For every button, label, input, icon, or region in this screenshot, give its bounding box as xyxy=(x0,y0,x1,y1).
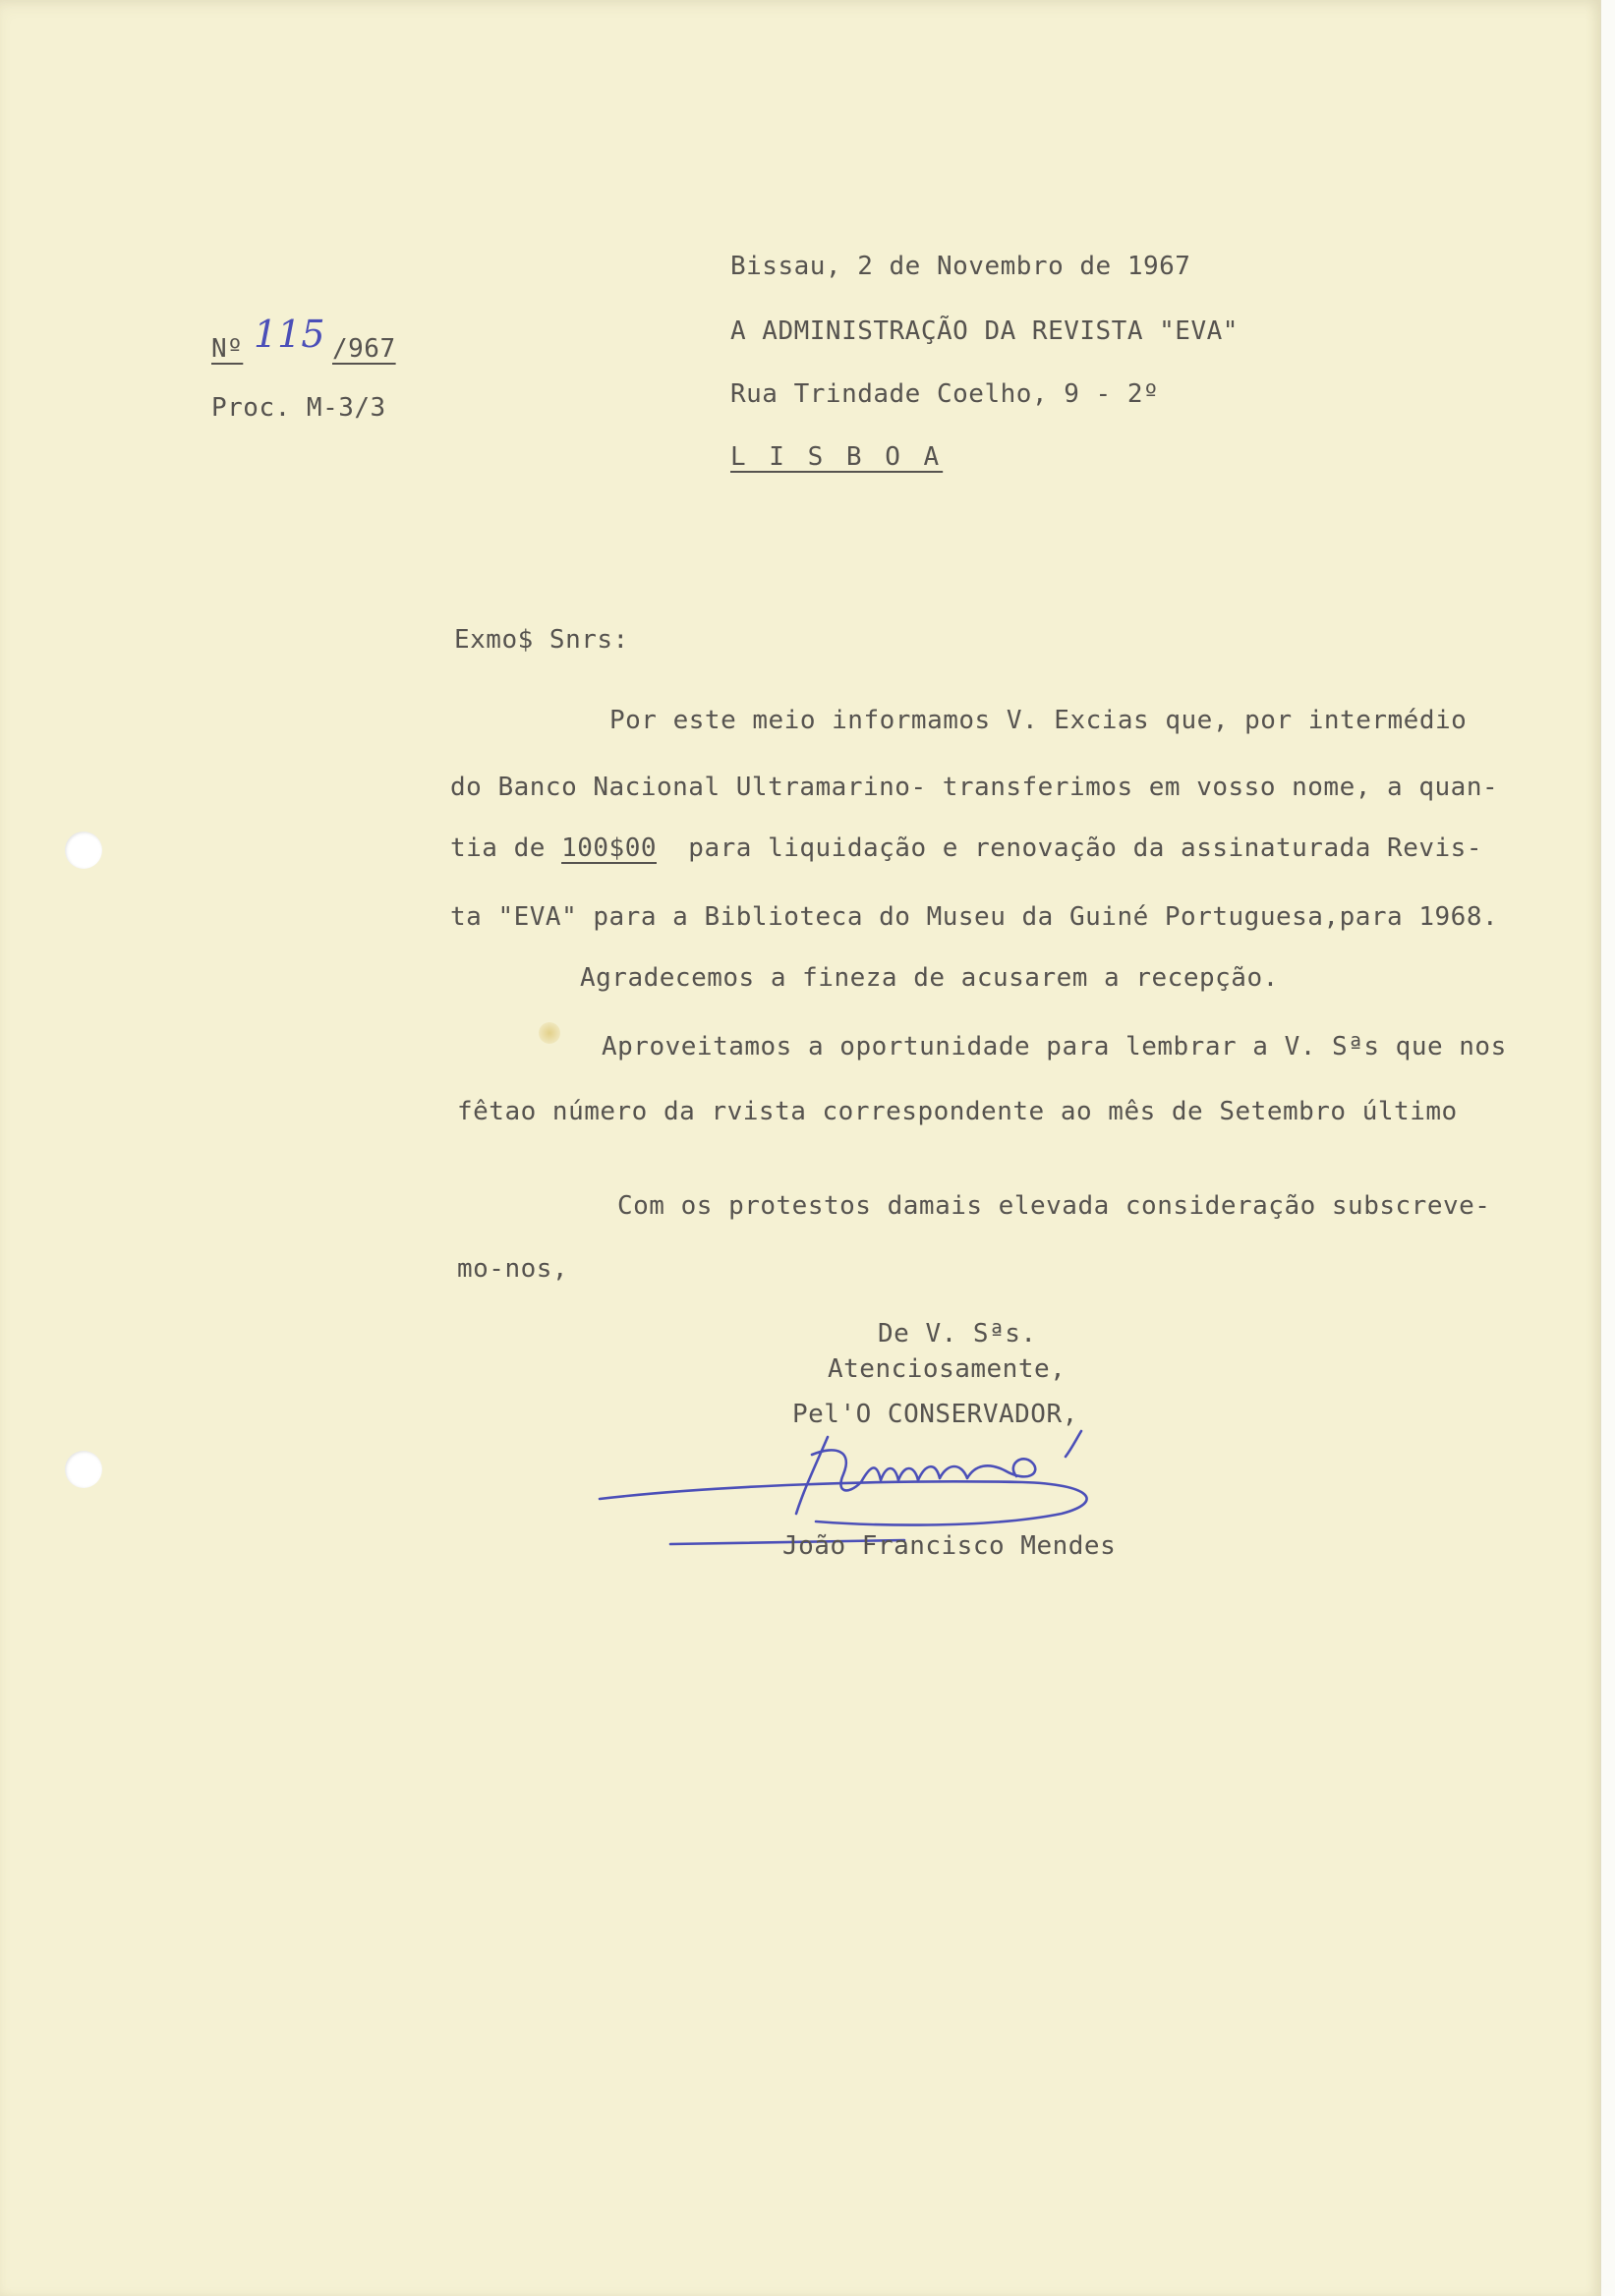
closing-line-1: De V. Sªs. xyxy=(878,1319,1037,1349)
paragraph-1-line-1: Por este meio informamos V. Excias que, por intermédio xyxy=(609,706,1468,735)
paragraph-1-line-3-end: para liquidação e renovação da assinaturada Revis- xyxy=(657,833,1482,863)
paragraph-1-line-4: ta "EVA" para a Biblioteca do Museu da Guiné Portuguesa,para 1968. xyxy=(450,902,1499,932)
addressee: A ADMINISTRAÇÃO DA REVISTA "EVA" xyxy=(730,316,1239,346)
process-reference: Proc. M-3/3 xyxy=(211,393,386,423)
paragraph-1-line-3-start: tia de xyxy=(450,833,562,863)
paragraph-4-line-1: Com os protestos damais elevada consideração subscreve- xyxy=(617,1191,1491,1221)
reference-number-handwritten: 115 xyxy=(254,313,325,356)
city: L I S B O A xyxy=(730,442,944,472)
paragraph-3-line-1: Aproveitamos a oportunidade para lembrar a V. Sªs que nos xyxy=(602,1032,1507,1062)
place-date: Bissau, 2 de Novembro de 1967 xyxy=(730,252,1191,281)
street-address: Rua Trindade Coelho, 9 - 2º xyxy=(730,379,1160,409)
signatory-name: João Francisco Mendes xyxy=(782,1531,1117,1561)
paragraph-4-line-2: mo-nos, xyxy=(457,1254,569,1284)
salutation: Exmo$ Snrs: xyxy=(454,625,629,655)
paragraph-3-line-2: fêtao número da rvista correspondente ao mês de Setembro último xyxy=(457,1097,1458,1126)
transfer-amount: 100$00 xyxy=(561,833,657,863)
paragraph-2: Agradecemos a fineza de acusarem a recepção. xyxy=(580,963,1279,993)
reference-number-year: /967 xyxy=(332,334,396,364)
closing-line-3: Pel'O CONSERVADOR, xyxy=(792,1400,1078,1429)
paragraph-1-line-2: do Banco Nacional Ultramarino- transferimos em vosso nome, a quan- xyxy=(450,773,1499,802)
reference-number-prefix: Nº xyxy=(211,334,244,364)
closing-line-2: Atenciosamente, xyxy=(828,1354,1067,1384)
